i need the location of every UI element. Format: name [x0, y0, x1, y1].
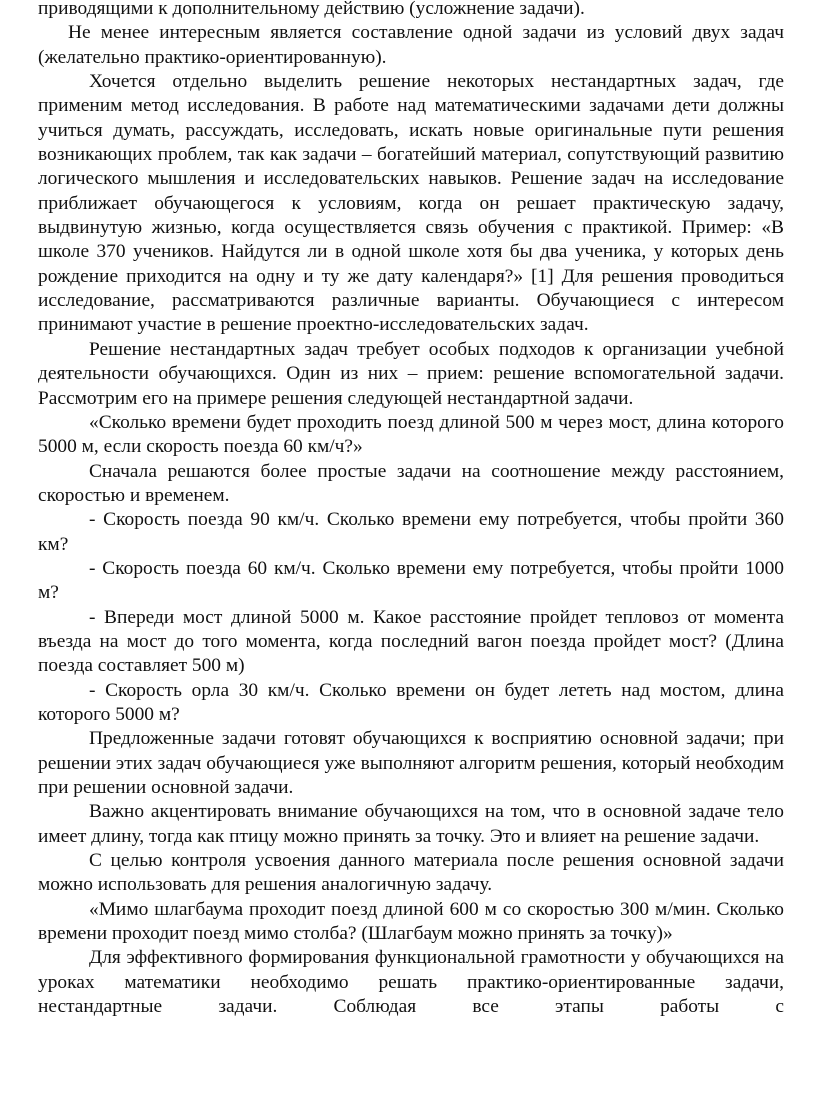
paragraph-11: Для эффективного формирования функциональной грамотности у обучающихся на уроках математики необходимо решать практико-ориентированные задачи, нестандартные задачи. Соблюдая все этапы работы с — [38, 947, 784, 1018]
paragraph-5: «Сколько времени будет проходить поезд длиной 500 м через мост, длина которого 5000 м, если скорость поезда 60 км/ч?» — [38, 411, 784, 458]
paragraph-1: приводящими к дополнительному действию (усложнение задачи). — [38, 0, 585, 19]
paragraph-9: С целью контроля усвоения данного материала после решения основной задачи можно использовать для решения аналогичную задачу. — [38, 850, 784, 896]
list-item-3: - Впереди мост длиной 5000 м. Какое расстояние пройдет тепловоз от момента въезда на мост до того момента, когда последний вагон поезда пройдет мост? (Длина поезда составляет 500 м) — [38, 606, 784, 677]
paragraph-2: Не менее интересным является составление одной задачи из условий двух задач (желательно практико-ориентированную). — [38, 22, 784, 68]
document-body — [38, 0, 784, 1019]
list-item-1: - Скорость поезда 90 км/ч. Сколько времени ему потребуется, чтобы пройти 360 км? — [38, 509, 784, 555]
paragraph-4: Решение нестандартных задач требует особых подходов к организации учебной деятельности обучающихся. Один из них – прием: решение вспомогательной задачи. Рассмотрим его на примере решения следующей нестандартной задачи. — [38, 338, 784, 409]
paragraph-10: «Мимо шлагбаума проходит поезд длиной 600 м со скоростью 300 м/мин. Сколько времени проходит поезд мимо столба? (Шлагбаум можно принять за точку)» — [38, 898, 784, 945]
paragraph-3: Хочется отдельно выделить решение некоторых нестандартных задач, где применим метод исследования. В работе над математическими задачами дети должны учиться думать, рассуждать, исследовать, искать новые оригинальные пути решения возникающих проблем, так как задачи – богатейший материал, сопутствующий развитию логического мышления и исследовательских навыков. Решение задач на исследование приближает обучающегося к условиям, когда он решает практическую задачу, выдвинутую жизнью, когда осуществляется связь обучения с практикой. Пример: «В школе 370 учеников. Найдутся ли в одной школе хотя бы два ученика, у которых день рождение приходится на одну и ту же дату календаря?» [1] Для решения проводиться исследование, рассматриваются различные варианты. Обучающиеся с интересом принимают участие в решение проектно-исследовательских задач. — [38, 71, 784, 336]
paragraph-8: Важно акцентировать внимание обучающихся на том, что в основной задаче тело имеет длину, тогда как птицу можно принять за точку. Это и влияет на решение задачи. — [38, 801, 784, 847]
list-item-4: - Скорость орла 30 км/ч. Сколько времени он будет лететь над мостом, длина которого 5000 м? — [38, 679, 784, 725]
paragraph-6: Сначала решаются более простые задачи на соотношение между расстоянием, скоростью и временем. — [38, 460, 784, 506]
paragraph-7: Предложенные задачи готовят обучающихся к восприятию основной задачи; при решении этих задач обучающиеся уже выполняют алгоритм решения, который необходим при решении основной задачи. — [38, 728, 784, 798]
list-item-2: - Скорость поезда 60 км/ч. Сколько времени ему потребуется, чтобы пройти 1000 м? — [38, 557, 784, 604]
